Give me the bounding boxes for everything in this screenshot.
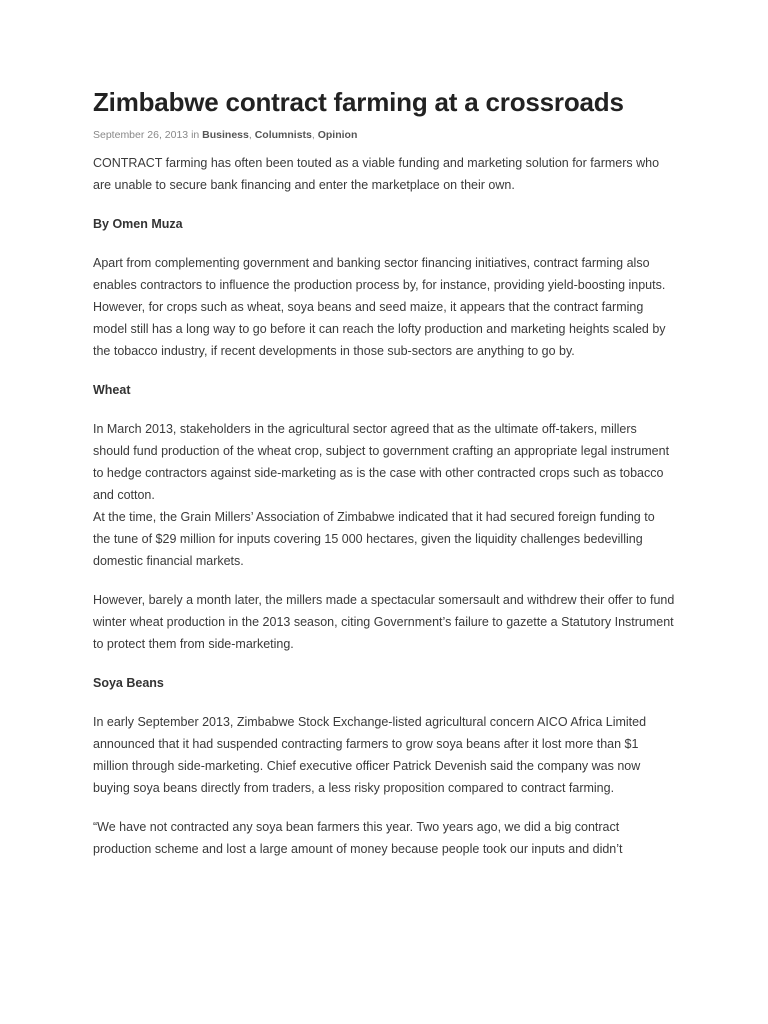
section-heading-wheat: Wheat [93, 383, 131, 397]
body-paragraph: Apart from complementing government and banking sector financing initiatives, contract farming also enables contractors to influence the production process by, for instance, providing yield-boosting inputs. However, for crops such as wheat, soya beans and seed maize, it appears that the contract farming model still has a long way to go before it can reach the lofty production and marketing heights scaled by the tobacco industry, if recent developments in those sub-sectors are anything to go by. [93, 256, 666, 358]
meta-in-word: in [188, 129, 203, 141]
intro-paragraph: CONTRACT farming has often been touted as a viable funding and marketing solution for farmers who are unable to secure bank financing and enter the marketplace on their own. [93, 156, 660, 192]
category-link-business[interactable]: Business [202, 129, 249, 141]
section-heading-soya-beans: Soya Beans [93, 676, 164, 690]
wheat-paragraph-3: However, barely a month later, the millers made a spectacular somersault and withdrew their offer to fund winter wheat production in the 2013 season, citing Government’s failure to gazette a Statutory Instrument to protect them from side-marketing. [93, 593, 675, 651]
article-date: September 26, 2013 [93, 129, 189, 141]
category-link-columnists[interactable]: Columnists [254, 129, 312, 141]
article-title: Zimbabwe contract farming at a crossroads [93, 87, 624, 117]
soya-paragraph-2: “We have not contracted any soya bean farmers this year. Two years ago, we did a big contract production scheme and lost a large amount of money because people took our inputs and didn’t [93, 820, 623, 856]
byline: By Omen Muza [93, 217, 183, 231]
wheat-paragraph-1: In March 2013, stakeholders in the agricultural sector agreed that as the ultimate off-takers, millers should fund production of the wheat crop, subject to government crafting an appropriate legal instrument to hedge contractors against side-marketing as is the case with other contracted crops such as tobacco and cotton. [93, 422, 670, 502]
soya-paragraph-1: In early September 2013, Zimbabwe Stock Exchange-listed agricultural concern AICO Africa Limited announced that it had suspended contracting farmers to grow soya beans after it lost more than $1 million through side-marketing. Chief executive officer Patrick Devenish said the company was now buying soya beans directly from traders, a less risky proposition compared to contract farming. [93, 715, 647, 795]
article [93, 84, 675, 860]
wheat-paragraph-2: At the time, the Grain Millers’ Association of Zimbabwe indicated that it had secured foreign funding to the tune of $29 million for inputs covering 15 000 hectares, given the liquidity challenges bedevilling domestic financial markets. [93, 510, 655, 568]
category-link-opinion[interactable]: Opinion [317, 129, 358, 141]
category-separator: , [248, 129, 255, 141]
article-meta [93, 128, 675, 142]
category-separator: , [311, 129, 318, 141]
